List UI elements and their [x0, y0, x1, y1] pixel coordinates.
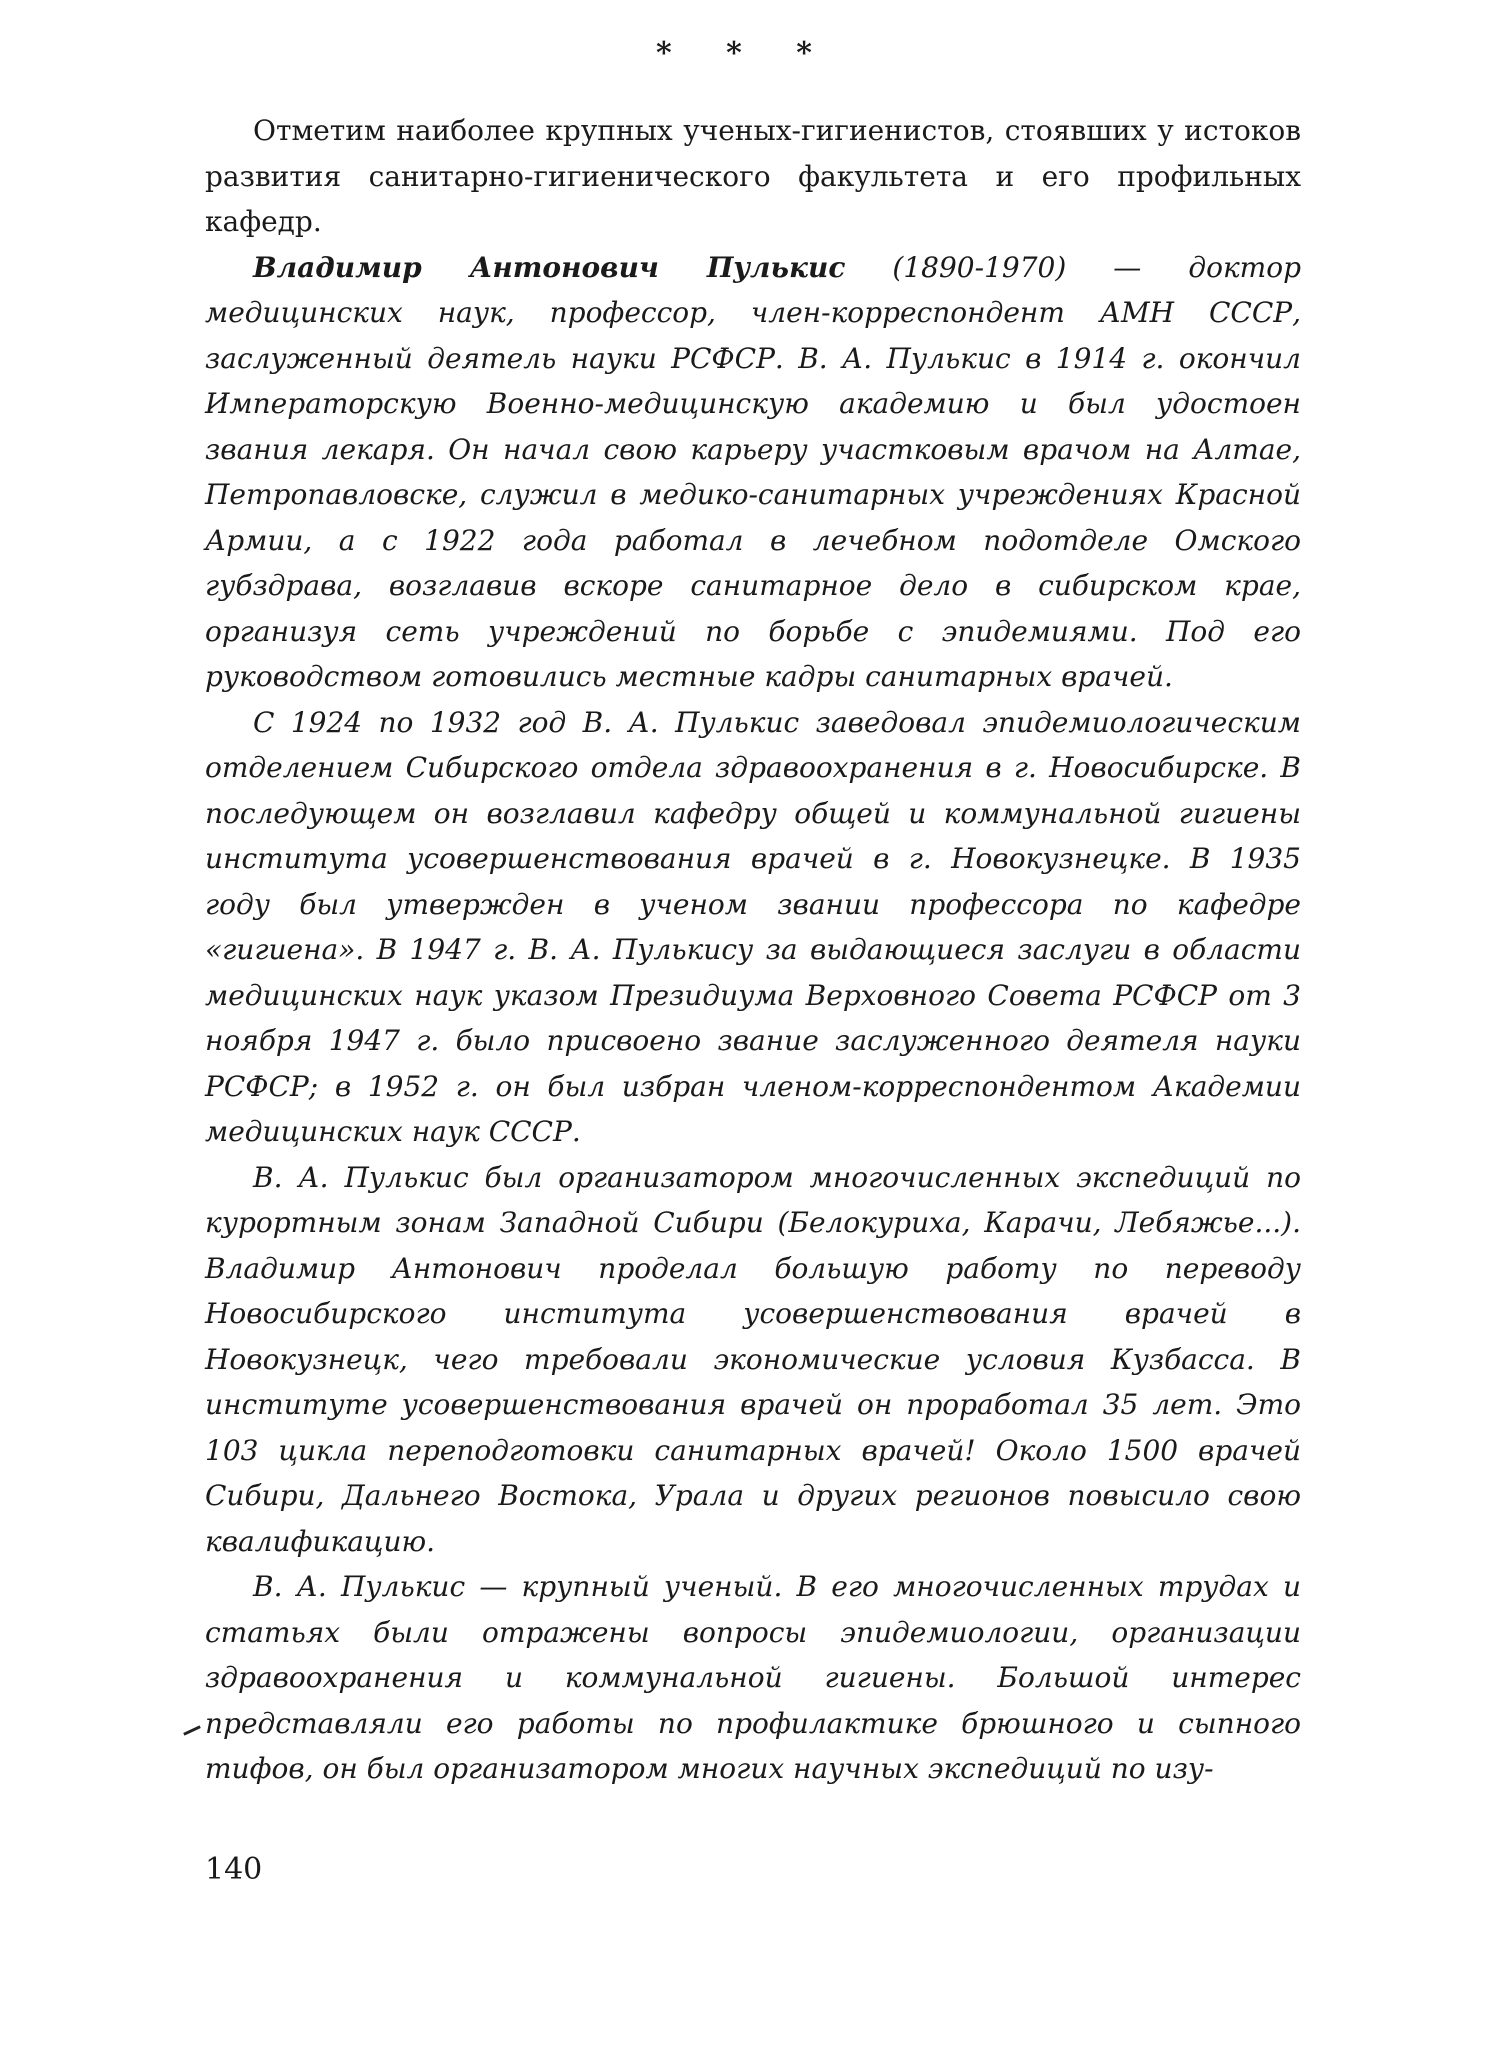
paragraph-intro	[205, 108, 1301, 245]
paragraph-text: С 1924 по 1932 год В. А. Пулькис заведовал эпидемиологическим отделением Сибирского отдела здравоохранения в г. Новосибирске. В последующем он возглавил кафедру общей и коммунальной гигиены института усовершенствования врачей в г. Новокузнецке. В 1935 году был утвержден в ученом звании профессора по кафедре «гигиена». В 1947 г. В. А. Пулькису за выдающиеся заслуги в области медицинских наук указом Президиума Верховного Совета РСФСР от 3 ноября 1947 г. было присвоено звание заслуженного деятеля науки РСФСР; в 1952 г. он был избран членом-корреспондентом Академии медицинских наук СССР.	[205, 705, 1301, 1148]
body-text	[205, 108, 1301, 1792]
paragraph-text: В. А. Пулькис — крупный ученый. В его многочисленных трудах и статьях были отражены вопросы эпидемиологии, организации здравоохранения и коммунальной гигиены. Большой интерес представляли его работы по профилактике брюшного и сыпного тифов, он был организатором многих научных экспедиций по изу-	[205, 1570, 1301, 1785]
section-separator: * * *	[656, 36, 834, 71]
margin-pen-mark	[183, 1725, 201, 1735]
paragraph-works	[205, 1564, 1301, 1792]
paragraph-text: (1890-1970) — доктор медицинских наук, профессор, член-корреспондент АМН СССР, заслуженный деятель науки РСФСР. В. А. Пулькис в 1914 г. окончил Императорскую Военно-медицинскую академию и был удостоен звания лекаря. Он начал свою карьеру участковым врачом на Алтае, Петропавловске, служил в медико-санитарных учреждениях Красной Армии, а с 1922 года работал в лечебном подотделе Омского губздрава, возглавив вскоре санитарное дело в сибирском крае, организуя сеть учреждений по борьбе с эпидемиями. Под его руководством готовились местные кадры санитарных врачей.	[205, 250, 1301, 693]
paragraph-text: В. А. Пулькис был организатором многочисленных экспедиций по курортным зонам Западной Сибири (Белокуриха, Карачи, Лебяжье...). Владимир Антонович проделал большую работу по переводу Новосибирского института усовершенствования врачей в Новокузнецк, чего требовали экономические условия Кузбасса. В институте усовершенствования врачей он проработал 35 лет. Это 103 цикла переподготовки санитарных врачей! Около 1500 врачей Сибири, Дальнего Востока, Урала и других регионов повысило свою квалификацию.	[205, 1160, 1301, 1558]
paragraph-biography	[205, 245, 1301, 700]
paragraph-career	[205, 700, 1301, 1155]
person-name: Владимир Антонович Пулькис	[253, 250, 846, 284]
page-number: 140	[205, 1852, 263, 1887]
paragraph-text: Отметим наиболее крупных ученых-гигиенистов, стоявших у истоков развития санитарно-гигиенического факультета и его профильных кафедр.	[205, 114, 1301, 238]
paragraph-expeditions	[205, 1155, 1301, 1565]
